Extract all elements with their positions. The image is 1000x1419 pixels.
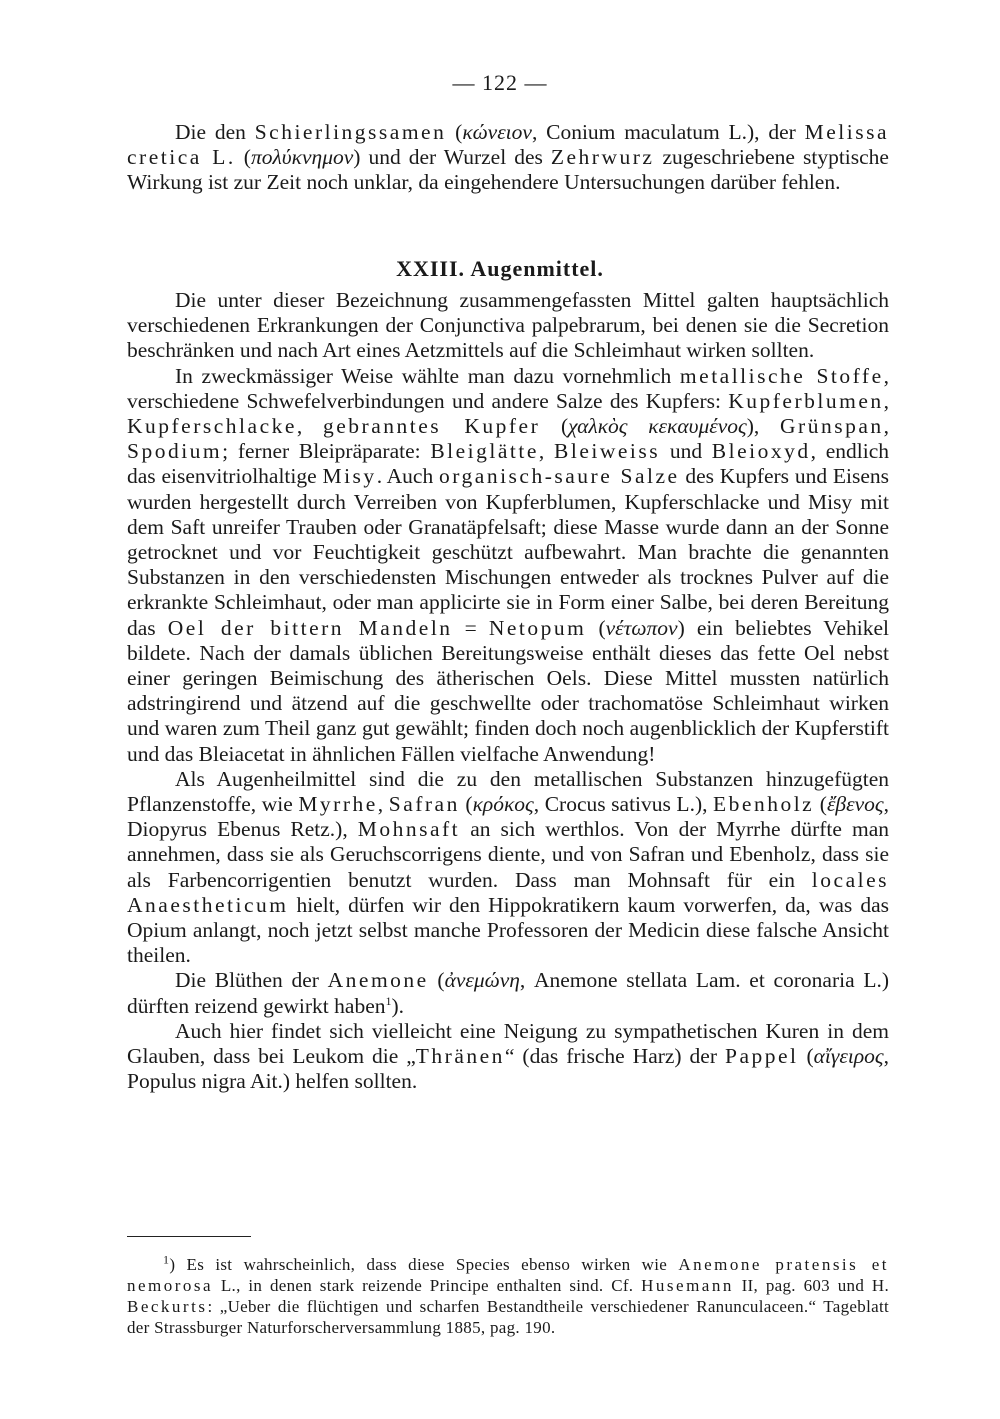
spaced-term: Melissa cretica L. — [127, 120, 889, 170]
spaced-term: Zehrwurz — [550, 145, 655, 170]
spaced-term: Oel der bittern Mandeln — [167, 615, 453, 640]
text-run: ( — [798, 1044, 814, 1069]
text-run: . Auch — [376, 464, 440, 489]
spaced-term: Myrrhe — [298, 792, 378, 817]
text-run: , Diopyrus Ebenus Retz.), — [127, 792, 889, 842]
spaced-term: Bleiglätte — [430, 439, 539, 464]
text-run: ( — [428, 968, 445, 993]
text-run: an sich werthlos. Von der Myrrhe dürfte man annehmen, dass sie als Geruchscorrigens diente, und von Safran und Ebenholz, dass sie als Farbencorrigentien benutzt wurden. Dass man Mohnsaft für ein — [127, 817, 889, 892]
spaced-term: Bleiweiss — [554, 439, 661, 464]
paragraph-1: Die unter dieser Bezeichnung zusammengefassten Mittel galten hauptsächlich verschiedenen Erkrankungen der Conjunctiva palpebrarum, bei denen sie die Secretion beschränken und nach Art eines Aetzmittels auf die Schleimhaut wirken sollten. — [127, 288, 889, 363]
footnote-divider — [127, 1236, 251, 1237]
text-run: ), — [746, 414, 781, 439]
text-run: Auch hier findet sich vielleicht eine Neigung zu sympathetischen Kuren in dem Glauben, dass bei Leukom die „ — [127, 1018, 889, 1069]
text-run: , Anemone stellata Lam. et coronaria L.) dürften reizend gewirkt haben — [127, 968, 889, 1018]
text-run: , — [538, 439, 555, 464]
spaced-term: metallische Stoffe — [679, 363, 884, 388]
spaced-term: organisch-saure Salze — [439, 464, 680, 489]
text-run: , — [883, 414, 889, 439]
text-run: , — [377, 792, 389, 817]
greek-term: ἀνεμώνη — [444, 968, 520, 993]
spaced-term: Pappel — [724, 1044, 799, 1069]
paragraph-5 — [127, 1019, 889, 1095]
greek-term: χαλκὸς κεκαυμένος — [568, 414, 747, 439]
spaced-term: Mohnsaft — [357, 817, 461, 842]
spaced-term: Thränen — [415, 1044, 505, 1069]
text-run: , endlich das eisenvitriolhaltige — [127, 439, 890, 489]
footnote-1 — [127, 1254, 889, 1338]
greek-term: νέτωπον — [605, 615, 678, 640]
spaced-term: Bleioxyd — [711, 439, 811, 464]
spaced-term: gebranntes Kupfer — [323, 414, 541, 439]
spaced-term: Misy — [322, 464, 377, 489]
text-run: = — [452, 615, 489, 640]
spaced-term: Safran — [388, 792, 460, 817]
greek-term: πολύκνημον — [250, 145, 354, 170]
footnote-section — [127, 1254, 889, 1338]
text-run: des Kupfers und Eisens wurden hergestellt durch Verreiben von Kupferblumen, Kupferschlacke und Misy mit dem Saft unreifer Trauben oder Granatäpfelsaft; diese Masse wurde dann an der Sonne getrocknet und vor Feuchtigkeit geschützt aufbewahrt. Man brachte die genannten Substanzen in den verschiedensten Mischungen entweder als trocknes Pulver auf die erkrankte Schleimhaut, oder man applicirte sie in Form einer Salbe, bei deren Bereitung das — [127, 464, 889, 640]
text-run: , verschiedene Schwefelverbindungen und andere Salze des Kupfers: — [127, 363, 889, 413]
spaced-term: Grünspan — [780, 414, 884, 439]
text-run: , — [883, 388, 889, 413]
text-run: , Conium maculatum L.), der — [531, 120, 805, 144]
text-run: Die den — [175, 120, 255, 144]
text-run: “ (das frische Harz) der — [504, 1044, 725, 1069]
paragraph-3 — [127, 767, 889, 969]
text-run: und — [660, 439, 712, 464]
spaced-term: Anemone — [327, 968, 429, 993]
text-run: ( — [540, 414, 569, 439]
spaced-term: Kupferblumen — [728, 388, 884, 413]
section-body — [127, 288, 889, 1095]
spaced-term: Beckurts — [127, 1297, 208, 1316]
text-run: ) ein beliebtes Vehikel bildete. Nach der damals üblichen Bereitungsweise enthält dieses das fette Oel nebst einer geringen Beimischung des ätherischen Oels. Diese Mittel mussten natürlich adstringirend und ätzend auf die geschwellte oder trachomatöse Schleimhaut wirken und waren zum Theil ganz gut gewählt; finden doch noch augenblicklich der Kupferstift und das Bleiacetat in ähnlichen Fällen vielfache Anwendung! — [127, 615, 889, 766]
text-run: L., in denen stark reizende Principe enthalten sind. Cf. — [213, 1276, 642, 1295]
spaced-term: Spodium — [127, 439, 223, 464]
text-run: : „Ueber die flüchtigen und scharfen Bestandtheile verschiedener Ranunculaceen.“ Tageblatt der Strassburger Naturforscherversammlung 1885, pag. 190. — [127, 1297, 889, 1337]
footnote-number: 1 — [163, 1252, 170, 1267]
text-run: ( — [814, 792, 827, 817]
text-run: , Populus nigra Ait.) helfen sollten. — [127, 1044, 889, 1094]
text-run: Als Augenheilmittel sind die zu den metallischen Substanzen hinzugefügten Pflanzenstoffe, wie — [127, 766, 889, 817]
greek-term: αἴγειρος — [813, 1044, 884, 1069]
text-run: ). — [391, 993, 405, 1018]
intro-paragraph — [127, 120, 889, 196]
text-run: ( — [459, 792, 473, 817]
text-run: hielt, dürfen wir den Hippokratikern kaum vorwerfen, da, was das Opium anlangt, noch jetzt selbst manche Professoren der Medicin diese falsche Ansicht theilen. — [127, 892, 889, 968]
footnote-marker: 1 — [385, 993, 392, 1008]
paragraph-2 — [127, 364, 889, 767]
text-run: II, pag. 603 und H. — [733, 1276, 889, 1295]
page-number: — 122 — — [452, 70, 548, 95]
text-run: ; ferner Bleipräparate: — [222, 439, 431, 464]
text-run: , Crocus sativus L.), — [533, 792, 714, 817]
spaced-term: locales Anaestheticum — [127, 867, 889, 917]
text-run: ( — [446, 120, 463, 144]
text-run: ) Es ist wahrscheinlich, dass diese Species ebenso wirken wie — [169, 1255, 679, 1274]
text-run: zugeschriebene styptische Wirkung ist zur Zeit noch unklar, da eingehendere Untersuchungen darüber fehlen. — [127, 145, 889, 195]
spaced-term: Netopum — [488, 615, 587, 640]
greek-term: κρόκος — [472, 792, 534, 817]
text-run: ( — [235, 145, 251, 170]
text-run: , — [296, 414, 323, 439]
text-run: Die Blüthen der — [175, 968, 328, 993]
spaced-term: Anemone pratensis et nemorosa — [127, 1255, 889, 1295]
text-run: ) und der Wurzel des — [353, 145, 551, 170]
section-heading: XXIII. Augenmittel. — [396, 256, 604, 281]
greek-term: ἔβενος — [826, 792, 884, 817]
spaced-term: Schierlingssamen — [254, 120, 447, 144]
spaced-term: Kupferschlacke — [127, 414, 297, 439]
spaced-term: Husemann — [641, 1276, 734, 1295]
text-run: In zweckmässiger Weise wählte man dazu vornehmlich — [175, 363, 680, 388]
greek-term: κώνειον — [462, 120, 532, 144]
text-run: ( — [586, 615, 606, 640]
paragraph-4 — [127, 968, 889, 1018]
spaced-term: Ebenholz — [713, 792, 815, 817]
